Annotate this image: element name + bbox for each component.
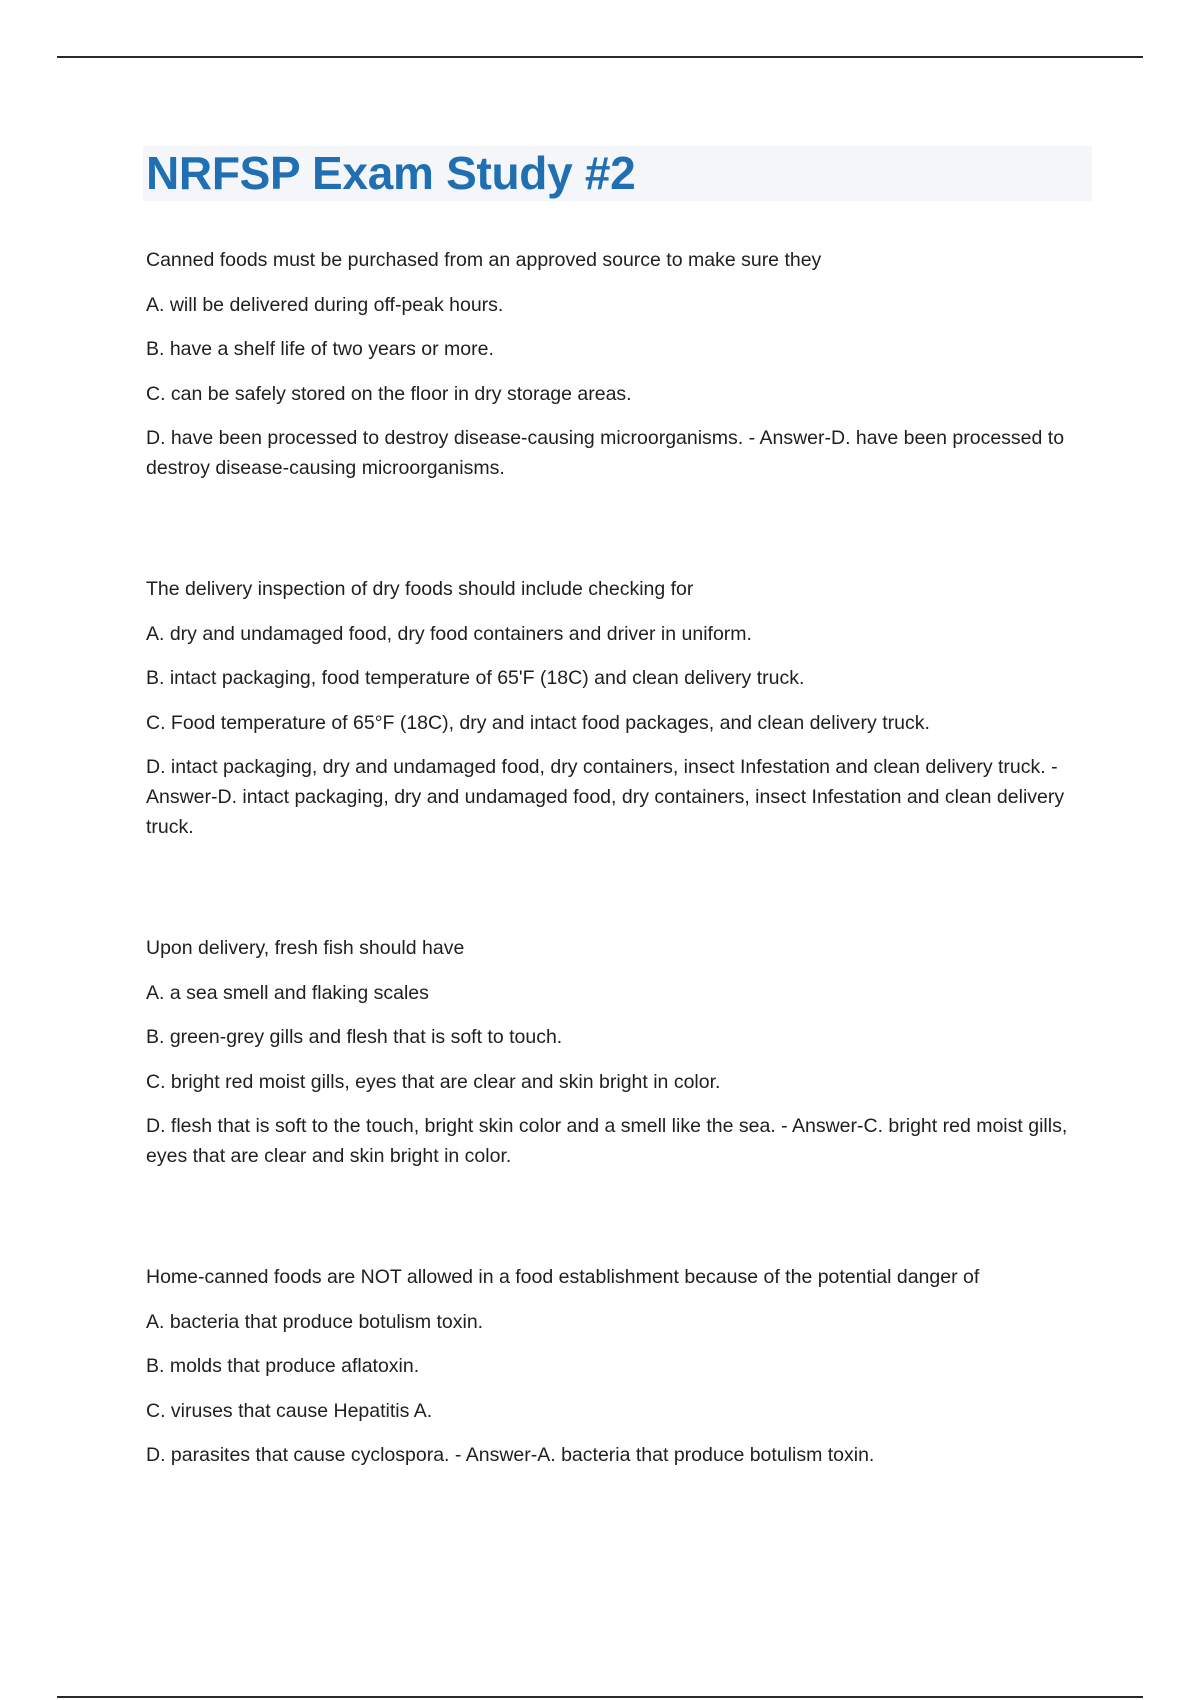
question-3 — [146, 933, 1096, 1171]
bottom-rule — [57, 1696, 1143, 1698]
question-stem: Canned foods must be purchased from an approved source to make sure they — [146, 249, 822, 271]
question-stem: The delivery inspection of dry foods should include checking for — [146, 578, 694, 600]
page-title: NRFSP Exam Study #2 — [146, 147, 636, 199]
answer-option-c: C. can be safely stored on the floor in dry storage areas. — [146, 382, 632, 405]
answer-option-c: C. Food temperature of 65°F (18C), dry and intact food packages, and clean delivery truck. — [146, 711, 930, 734]
question-1 — [146, 245, 1096, 483]
question-2 — [146, 574, 1096, 842]
answer-option-c: C. bright red moist gills, eyes that are clear and skin bright in color. — [146, 1070, 721, 1093]
answer-option-d: D. intact packaging, dry and undamaged food, dry containers, insect Infestation and clean delivery truck. - Answer-D. intact packaging, dry and undamaged food, dry containers, insect Infestation and clean delivery truck. — [146, 756, 1065, 838]
answer-option-b: B. have a shelf life of two years or more. — [146, 338, 494, 360]
answer-option-d: D. parasites that cause cyclospora. - Answer-A. bacteria that produce botulism toxin. — [146, 1444, 875, 1466]
question-4 — [146, 1262, 1096, 1470]
answer-option-a: A. a sea smell and flaking scales — [146, 981, 429, 1004]
answer-option-b: B. green-grey gills and flesh that is soft to touch. — [146, 1026, 563, 1048]
question-stem: Upon delivery, fresh fish should have — [146, 937, 465, 959]
answer-option-b: B. intact packaging, food temperature of 65'F (18C) and clean delivery truck. — [146, 667, 805, 689]
top-rule — [57, 56, 1143, 58]
answer-option-d: D. have been processed to destroy disease-causing microorganisms. - Answer-D. have been processed to destroy disease-causing microorganisms. — [146, 427, 1065, 479]
answer-option-a: A. dry and undamaged food, dry food containers and driver in uniform. — [146, 622, 752, 645]
answer-option-c: C. viruses that cause Hepatitis A. — [146, 1399, 433, 1422]
answer-option-a: A. bacteria that produce botulism toxin. — [146, 1310, 484, 1333]
question-list — [146, 245, 1096, 1561]
answer-option-a: A. will be delivered during off-peak hours. — [146, 293, 504, 316]
answer-option-d: D. flesh that is soft to the touch, bright skin color and a smell like the sea. - Answer-C. bright red moist gills, eyes that are clear and skin bright in color. — [146, 1115, 1068, 1167]
answer-option-b: B. molds that produce aflatoxin. — [146, 1355, 420, 1377]
question-stem: Home-canned foods are NOT allowed in a food establishment because of the potential danger of — [146, 1266, 980, 1288]
